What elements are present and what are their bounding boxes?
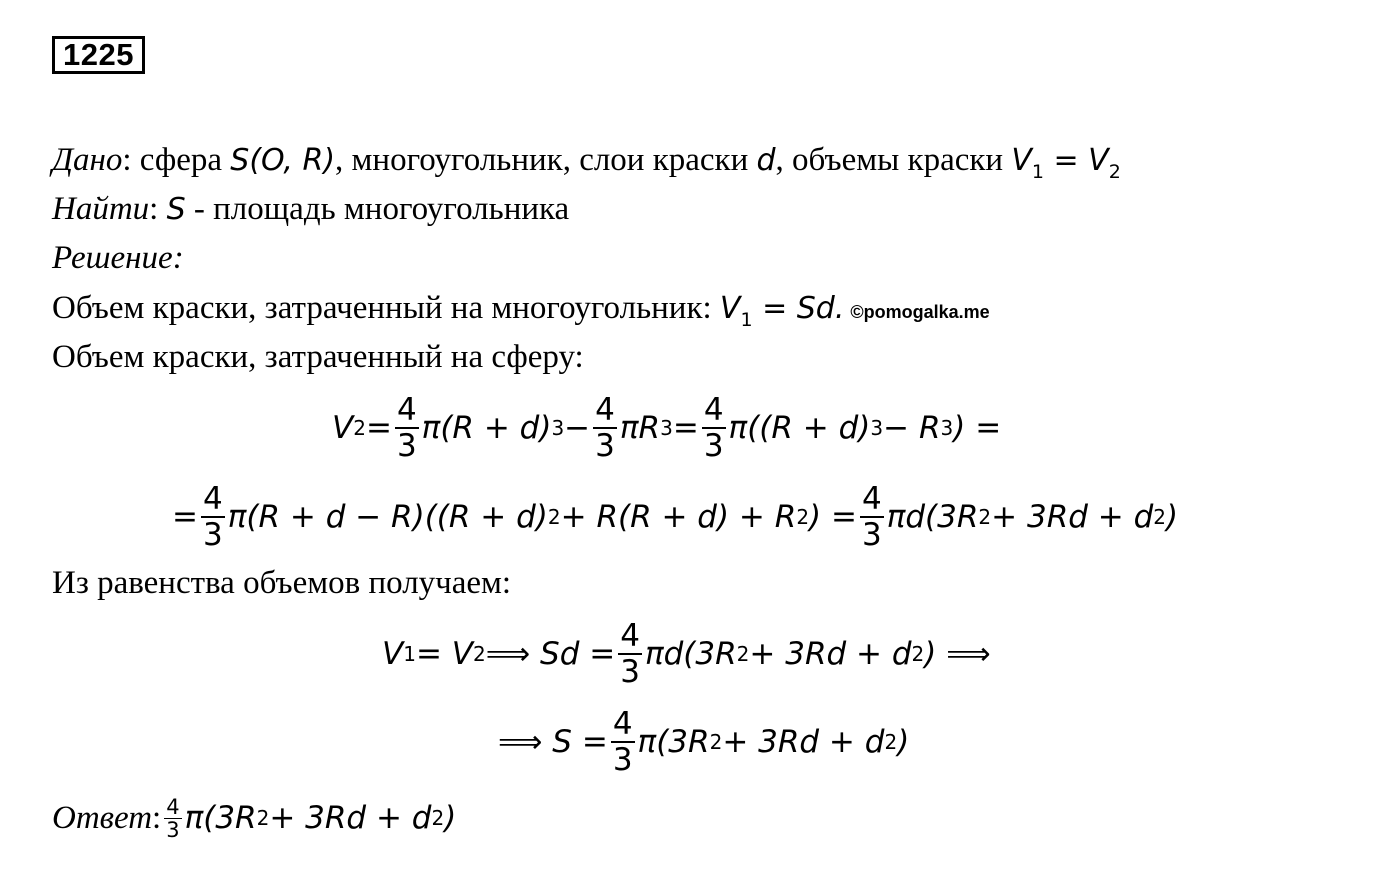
eq4-term-4: ) [897,724,910,760]
fraction-denominator: 3 [861,517,882,553]
eq1-equals: = [672,410,699,446]
eq1-term-1: π(R + d) [421,410,552,446]
fraction-four-thirds [860,482,884,552]
fraction-numerator: 4 [620,618,640,654]
volume-v1 [1011,143,1121,183]
eq1-lhs: V [332,410,354,446]
find-label: Найти [52,191,150,227]
fraction-numerator: 4 [703,392,724,428]
fraction-numerator: 4 [612,706,633,742]
eq2-term-3: ) = [809,499,857,535]
eq1-term-2: πR [619,410,661,446]
eq4-term-3: + 3Rd + d [722,724,885,760]
equation-4: ⟹ S = $\frac{4}{3}$ π(3R 2 + 3Rd + d 2 ) [498,706,910,778]
equals-sign: = [1043,143,1089,178]
eq3-term-1: ⟹ Sd = [485,636,616,672]
eq3-term-3: + 3Rd + d [749,636,912,672]
find-line [52,189,569,230]
fraction-numerator: 4 [861,481,882,517]
polygon-volume-line [52,288,990,332]
v2-letter: V [1088,143,1109,178]
v1-subscript: 1 [1031,161,1044,183]
problem-number: 1225 [52,36,145,74]
fraction-numerator: 4 [166,794,180,819]
eq4-term-2: π(3R [637,724,710,760]
eq3-v2: = V [415,636,473,672]
answer-term-3: ) [444,800,457,836]
eq1-term-4: − R [883,410,941,446]
v1-subscript: 1 [740,309,753,331]
polygon-volume-rhs: = Sd. [752,291,845,326]
fraction-four-thirds [395,393,419,463]
v2-subscript: 2 [1108,161,1121,183]
fraction-denominator: 3 [595,428,615,464]
watermark: ©pomogalka.me [850,302,990,322]
equation-1: V 2 = $\frac{4}{3}$ π(R + d) 3 − $\frac{4}{3}$ πR 3 = $\frac{4}{3}$ π((R + d) 3 − R 3 ) = [332,392,1002,464]
equality-line: Из равенства объемов получаем: [52,565,512,601]
polygon-volume-formula [719,291,845,331]
v1-letter: V [719,291,741,326]
eq4-term-1: ⟹ S = [498,724,608,760]
eq2-equals: = [172,499,198,535]
layer-thickness: d [756,143,776,178]
solution-label: Решение: [52,240,184,276]
answer-line: Ответ : $\frac{4}{3}$ π(3R 2 + 3Rd + d 2 ) [52,794,457,842]
fraction-four-thirds [702,393,726,463]
fraction-four-thirds [593,393,617,463]
fraction-four-thirds [618,619,642,689]
fraction-denominator: 3 [166,817,180,842]
eq2-term-4: πd(3R [886,499,979,535]
fraction-four-thirds [201,482,225,552]
eq2-term-2: + R(R + d) + R [560,499,797,535]
sphere-notation: S(O, R) [230,143,336,178]
eq1-term-3: π((R + d) [728,410,871,446]
answer-label: Ответ [52,799,153,836]
find-text-1: : [149,191,167,227]
given-text-3: , объемы краски [775,142,1012,178]
eq1-term-5: ) = [953,410,1002,446]
fraction-numerator: 4 [595,392,615,428]
fraction-denominator: 3 [612,742,633,778]
eq2-term-6: ) [1166,499,1179,535]
eq3-term-4: ) ⟹ [924,636,991,672]
eq3-v1: V [382,636,404,672]
equation-2: = $\frac{4}{3}$ π(R + d − R)((R + d) 2 + R(R + d) + R 2 ) = $\frac{4}{3}$ πd(3R 2 + 3Rd + d 2 ) [172,481,1179,553]
eq2-term-1: π(R + d − R)((R + d) [227,499,548,535]
fraction-four-thirds [611,707,635,777]
fraction-denominator: 3 [396,428,417,464]
equation-3: V 1 = V 2 ⟹ Sd = $\frac{4}{3}$ πd(3R 2 + 3Rd + d 2 ) ⟹ [382,618,991,690]
eq1-minus: − [564,410,591,446]
fraction-numerator: 4 [396,392,417,428]
area-symbol: S [166,192,186,227]
given-text-2: , многоугольник, слои краски [335,142,757,178]
given-line [52,140,1121,181]
sphere-volume-line: Объем краски, затраченный на сферу: [52,339,584,375]
answer-colon: : [152,799,162,836]
v1-letter: V [1011,143,1032,178]
eq3-term-2: πd(3R [644,636,737,672]
eq2-term-5: + 3Rd + d [991,499,1154,535]
given-text-1: : сфера [122,142,231,178]
answer-term-2: + 3Rd + d [269,800,432,836]
given-label: Дано [52,142,123,178]
fraction-four-thirds [164,796,181,841]
polygon-volume-text: Объем краски, затраченный на многоугольник: [52,290,720,326]
eq1-equals: = [365,410,392,446]
fraction-denominator: 3 [703,428,724,464]
fraction-denominator: 3 [202,517,223,553]
fraction-denominator: 3 [620,654,640,690]
find-text-2: - площадь многоугольника [185,191,570,227]
answer-term-1: π(3R [184,800,257,836]
fraction-numerator: 4 [202,481,223,517]
